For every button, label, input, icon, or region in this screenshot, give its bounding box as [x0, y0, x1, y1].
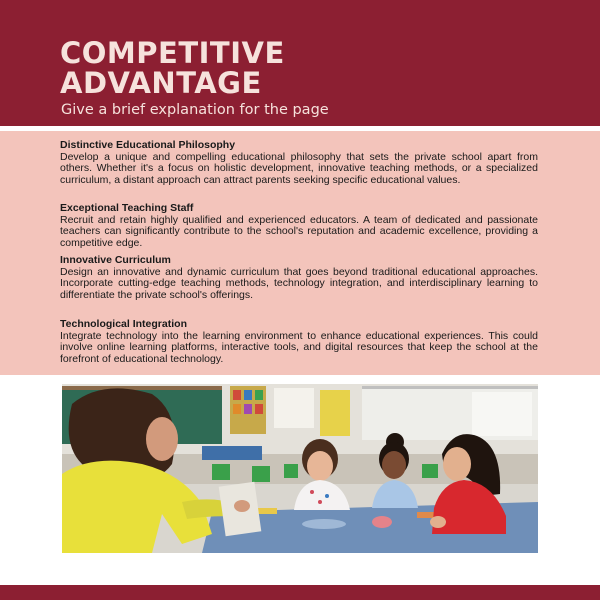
section-body: Design an innovative and dynamic curriculum that goes beyond traditional educational approaches. Incorporate cutting-edge teaching methods, technology integration, and interdisciplinary learning to differentiate the private school's offerings. [60, 265, 538, 301]
page-title-line-2: ADVANTAGE [60, 66, 262, 100]
classroom-photo [62, 384, 538, 553]
section-teaching-staff [60, 203, 538, 249]
header-banner [0, 0, 600, 126]
content-panel [0, 131, 600, 375]
page-title [60, 38, 540, 98]
section-technological-integration [60, 319, 538, 365]
section-innovative-curriculum [60, 255, 538, 301]
footer-bar [0, 585, 600, 600]
section-heading: Technological Integration [60, 318, 187, 330]
section-heading: Distinctive Educational Philosophy [60, 139, 236, 151]
section-body: Develop a unique and compelling educational philosophy that sets the private school apart from others. Whether it's a focus on holistic development, innovative teaching methods, or a specialized curriculum, a distant approach can attract parents seeking specific educational values. [60, 150, 538, 186]
section-heading: Exceptional Teaching Staff [60, 202, 194, 214]
section-body: Integrate technology into the learning environment to enhance educational experiences. This could involve online learning platforms, interactive tools, and digital resources that keep the school at the forefront of educational technology. [60, 329, 538, 365]
page-title-line-1: COMPETITIVE [60, 36, 285, 70]
page-subtitle: Give a brief explanation for the page [61, 102, 329, 118]
section-educational-philosophy [60, 140, 538, 186]
classroom-illustration [62, 384, 538, 553]
section-body: Recruit and retain highly qualified and experienced educators. A team of dedicated and passionate teachers can significantly contribute to the school's reputation and academic excellence, providing a competitive edge. [60, 213, 538, 249]
section-heading: Innovative Curriculum [60, 254, 171, 266]
